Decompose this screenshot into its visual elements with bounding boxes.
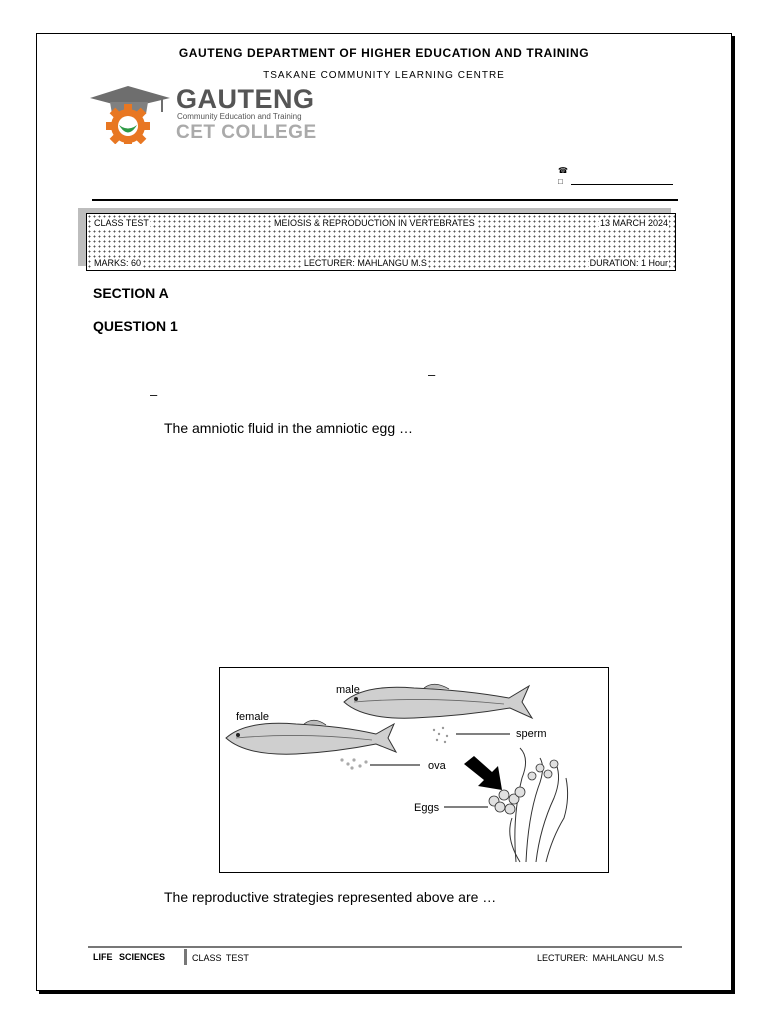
footer-rule xyxy=(88,946,682,948)
footer-divider xyxy=(184,949,187,965)
male-fish xyxy=(344,684,532,718)
test-date: 13 MARCH 2024 xyxy=(599,218,668,228)
label-eggs: Eggs xyxy=(414,802,440,814)
logo-title: GAUTENG xyxy=(176,84,315,114)
test-lecturer: LECTURER: MAHLANGU M.S xyxy=(303,258,427,268)
dash-mark: – xyxy=(428,367,436,382)
question-title: QUESTION 1 xyxy=(93,318,178,334)
label-ova: ova xyxy=(428,760,446,772)
question-text-amniotic: The amniotic fluid in the amniotic egg … xyxy=(164,420,414,436)
logo-emblem xyxy=(90,84,176,144)
footer-lecturer: LECTURER: MAHLANGU M.S xyxy=(537,953,665,963)
dash-mark: – xyxy=(150,387,158,402)
header-rule xyxy=(92,199,678,201)
info-box xyxy=(86,213,676,271)
footer-subject: LIFE SCIENCES xyxy=(93,952,166,962)
telephone-icon: ☎ xyxy=(558,166,568,175)
fish-illustration xyxy=(220,668,608,872)
section-title: SECTION A xyxy=(93,285,169,301)
test-type: CLASS TEST xyxy=(94,218,149,228)
logo-college: CET COLLEGE xyxy=(176,122,317,143)
college-logo xyxy=(90,84,330,144)
computer-icon: □ xyxy=(558,177,563,186)
sperm-cloud xyxy=(433,727,448,743)
label-female: female xyxy=(236,711,270,723)
contact-line xyxy=(571,184,673,185)
test-duration: DURATION: 1 Hour xyxy=(589,258,668,268)
female-fish xyxy=(226,720,396,754)
centre-heading: TSAKANE COMMUNITY LEARNING CENTRE xyxy=(263,70,505,81)
footer-test: CLASS TEST xyxy=(192,953,249,963)
test-topic: MEIOSIS & REPRODUCTION IN VERTEBRATES xyxy=(274,218,475,228)
info-row-bottom xyxy=(93,258,669,268)
test-marks: MARKS: 60 xyxy=(94,258,142,268)
label-sperm: sperm xyxy=(516,728,547,740)
arrow-icon xyxy=(464,756,502,790)
department-heading: GAUTENG DEPARTMENT OF HIGHER EDUCATION AND TRAINING xyxy=(178,46,590,60)
fish-reproduction-figure xyxy=(219,667,609,873)
contact-icons xyxy=(558,165,568,187)
question-text-strategies: The reproductive strategies represented above are … xyxy=(164,889,497,905)
logo-subtitle: Community Education and Training xyxy=(177,112,302,121)
label-male: male xyxy=(336,684,360,696)
info-row-top xyxy=(93,218,669,228)
ova-cloud xyxy=(340,758,367,769)
